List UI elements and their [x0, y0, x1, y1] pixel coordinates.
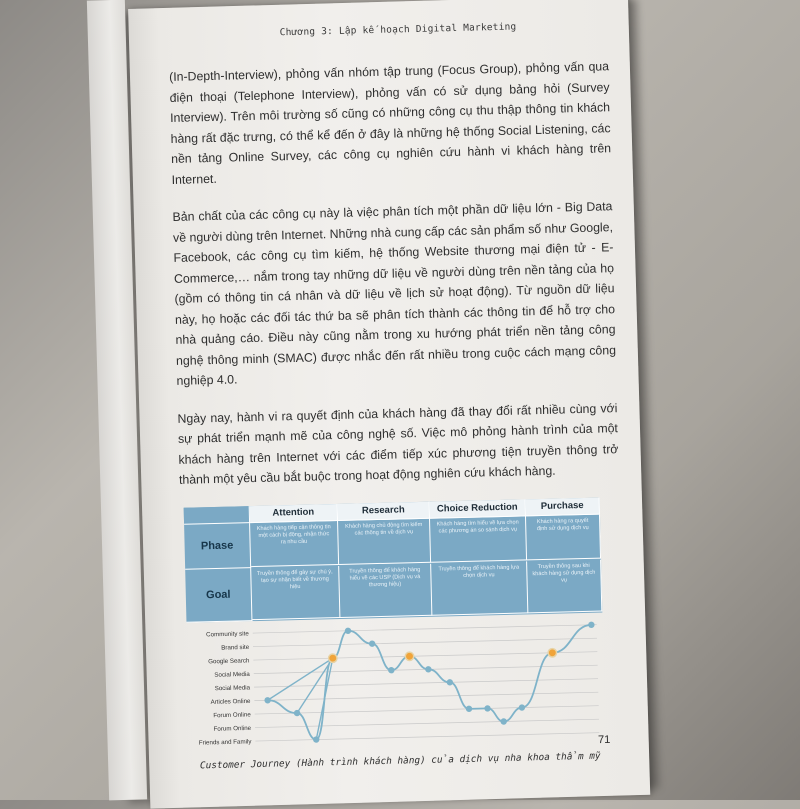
stage-choice-reduction: Choice Reduction	[430, 499, 526, 518]
touchpoint-label: Articles Online	[210, 697, 251, 706]
touchpoint-label: Brand site	[221, 643, 250, 652]
touchpoint-label: Social Media	[214, 670, 250, 679]
page-content	[168, 19, 626, 771]
journey-point	[425, 666, 432, 673]
journey-chart	[187, 616, 606, 756]
grid-line	[255, 705, 599, 713]
row-label-phase: Phase	[184, 523, 251, 570]
chapter-header: Chương 3: Lập kế hoạch Digital Marketing	[279, 21, 517, 39]
journey-chart-svg	[187, 616, 606, 756]
stage-research: Research	[338, 501, 430, 520]
touchpoint-label: Forum Online	[213, 710, 251, 719]
page-number: 71	[597, 733, 611, 747]
journey-point	[447, 679, 454, 686]
touchpoint-label: Social Media	[214, 683, 251, 692]
grid-line	[254, 678, 598, 686]
grid-line	[253, 624, 597, 632]
table-corner	[184, 506, 250, 525]
paragraph-1: (In-Depth-Interview), phỏng vấn nhóm tập trung (Focus Group), phỏng vấn qua điện thoại (Telephone Interview), phỏng vấn có sử dụng bảng hỏi (Survey Interview). Trên môi trường số cũng có những công cụ thu thập thông tin khách hàng rất đặc trưng, có thể kể đến ở đây là những hệ thống Social Listening, các nền tảng Online Survey, các công cụ nghiên cứu hành vi khách hàng trên Internet.	[168, 59, 612, 187]
touchpoint-label: Friends and Family	[198, 737, 252, 747]
journey-point	[588, 621, 595, 628]
phase-text-purchase: Khách hàng ra quyết định sử dụng dịch vụ	[526, 514, 601, 560]
journey-phase-table	[184, 497, 603, 622]
stage-purchase: Purchase	[526, 497, 600, 516]
journey-point	[466, 705, 473, 712]
figure-caption: Customer Journey (Hành trình khách hàng) của dịch vụ nha khoa thẩm mỹ	[199, 750, 601, 771]
phase-text-choice-reduction: Khách hàng tìm hiểu về lựa chọn các phương án so sánh dịch vụ	[430, 516, 527, 562]
journey-point	[519, 704, 526, 711]
grid-line	[253, 638, 597, 646]
highlight-point	[405, 651, 414, 660]
phase-text-research: Khách hàng chủ động tìm kiếm các thông tin về dịch vụ	[338, 518, 431, 564]
touchpoint-label: Community site	[206, 629, 249, 638]
phase-text-attention: Khách hàng tiếp cận thông tin một cách bị động, nhận thức ra nhu cầu	[250, 520, 339, 566]
journey-point	[369, 640, 376, 647]
goal-text-attention: Truyền thông để gây sự chú ý, tạo sự nhận biết về thương hiệu	[251, 565, 340, 619]
grid-line	[255, 732, 599, 740]
highlight-point	[548, 648, 557, 657]
paragraph-2: Bản chất của các công cụ này là việc phân tích một phần dữ liệu lớn - Big Data về người dùng trên Internet. Những nhà cung cấp các sản phẩm số như Google, Facebook, các công cụ tìm kiếm, hệ thống Website thương mại điện tử - E-Commerce,… nắm trong tay những dữ liệu về người dùng trên nền tảng của họ (gồm có thông tin cá nhân và dữ liệu về lịch sử hoạt động). Từ nguồn dữ liệu này, họ hoặc các đối tác thứ ba sẽ phân tích thành các thông tin để hỗ trợ cho nhà quảng cáo. Điều này cũng nằm trong xu hướng phát triển nền tảng công nghệ thông minh (SMAC) được nhắc đến rất nhiều trong cuộc cách mạng công nghiệp 4.0.	[172, 199, 617, 388]
goal-text-research: Truyền thông để khách hàng hiểu về các USP (Dịch vụ và thương hiệu)	[339, 563, 432, 617]
touchpoint-label: Google Search	[208, 656, 250, 665]
goal-text-choice-reduction: Truyền thông để khách hàng lựa chọn dịch vụ	[431, 561, 528, 615]
paragraph-3: Ngày nay, hành vi ra quyết định của khách hàng đã thay đổi rất nhiều cùng với sự phát triển mạnh mẽ của công nghệ số. Việc mô phỏng hành trình của một khách hàng trên Internet với các điểm tiếp xúc phương tiện truyền thông trở thành một yêu cầu bắt buộc trong hoạt động nghiên cứu khách hàng.	[177, 400, 619, 487]
goal-text-purchase: Truyền thông sau khi khách hàng sử dụng dịch vụ	[527, 559, 602, 613]
journey-point	[500, 718, 507, 725]
journey-point	[388, 666, 395, 673]
row-label-goal: Goal	[185, 568, 252, 623]
customer-journey-figure	[184, 497, 610, 771]
touchpoint-label: Forum Online	[213, 724, 252, 733]
journey-branch-line	[267, 658, 334, 700]
highlight-point	[328, 653, 337, 662]
journey-point	[484, 705, 491, 712]
stage-attention: Attention	[250, 503, 338, 522]
